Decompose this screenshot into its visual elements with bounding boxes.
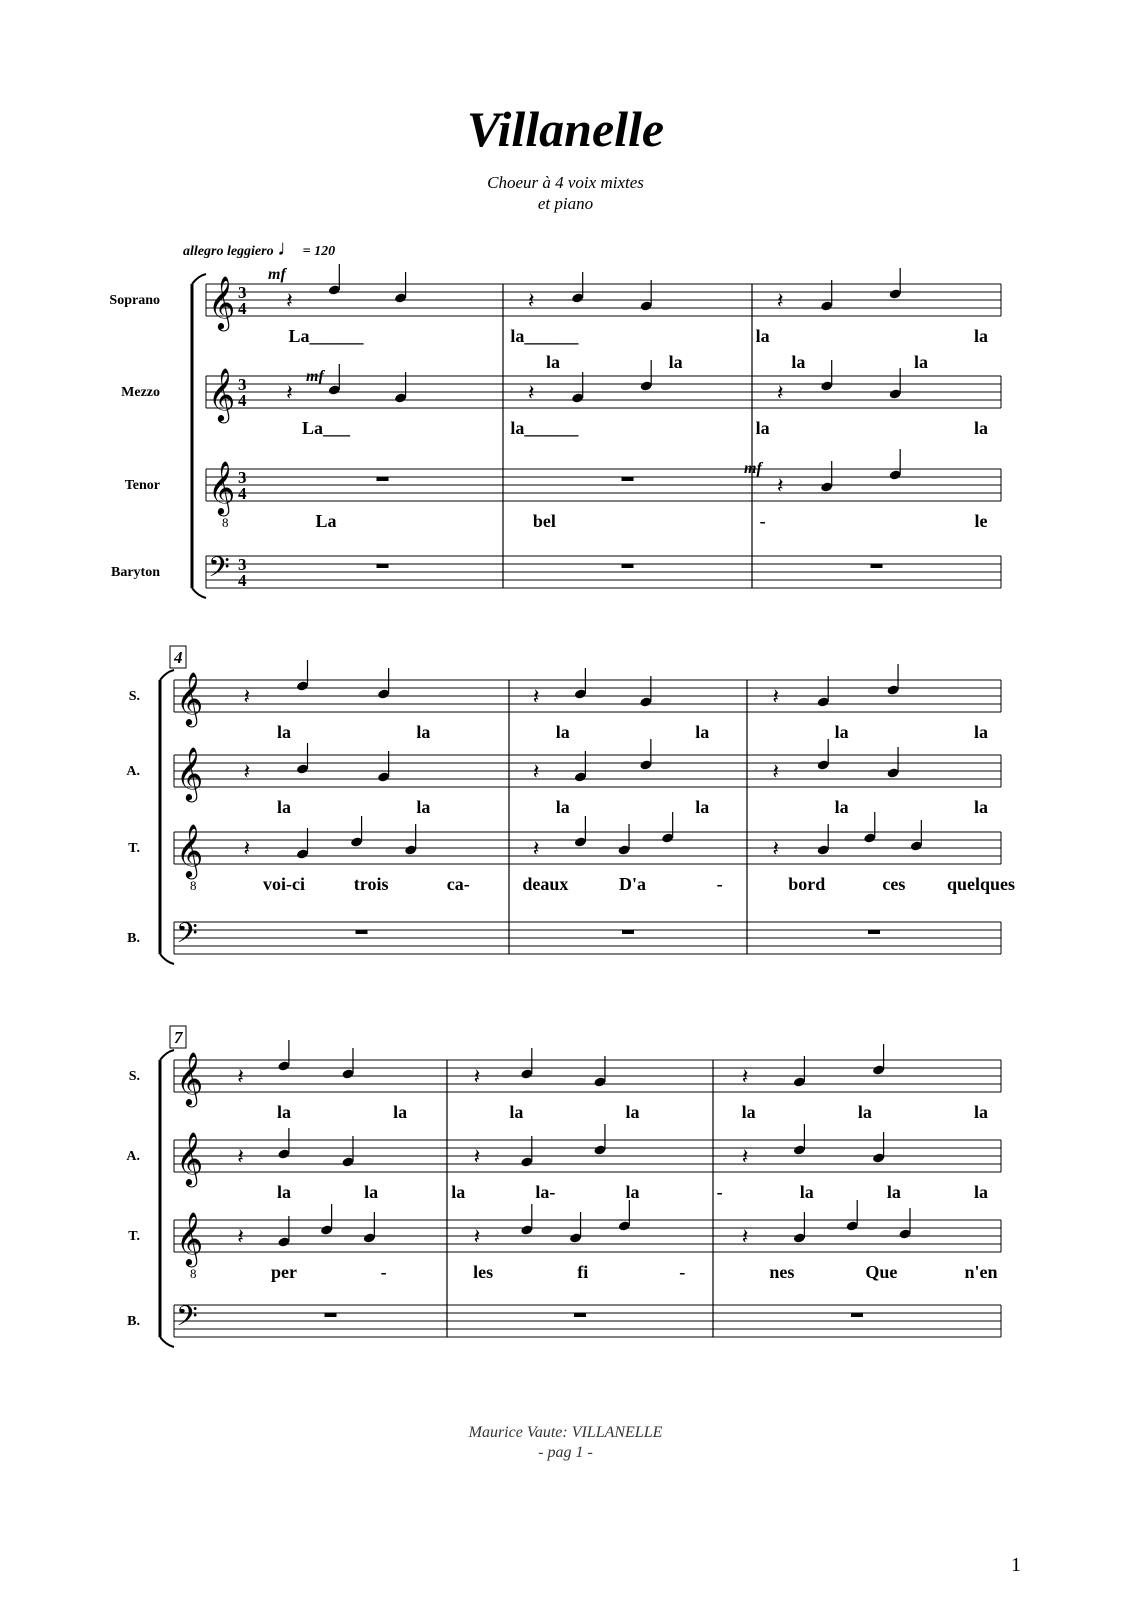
tempo-bpm: = 120 <box>302 244 336 259</box>
voice-label: Mezzo <box>121 385 160 400</box>
lyric: bord <box>788 874 826 894</box>
treble-clef-icon: 𝄞 <box>176 673 204 724</box>
bass-clef-icon: 𝄢 <box>208 553 230 590</box>
time-signature-bottom: 4 <box>238 299 247 318</box>
quarter-rest-icon: 𝄽 <box>772 836 780 861</box>
lyric: la______ <box>510 326 579 346</box>
lyric: - <box>716 1182 723 1202</box>
quarter-rest-icon: 𝄽 <box>776 473 784 498</box>
voice-label: B. <box>127 931 140 946</box>
lyric: la <box>755 326 770 346</box>
subtitle-line: Choeur à 4 voix mixtes <box>487 173 644 192</box>
measure-number: 7 <box>174 1028 183 1047</box>
lyric: la <box>834 722 849 742</box>
bracket-hook <box>160 1337 174 1347</box>
lyric: la <box>416 797 431 817</box>
voice-label: Soprano <box>109 293 160 308</box>
lyric: La______ <box>288 326 364 346</box>
whole-rest <box>622 930 634 934</box>
quarter-rest-icon: 𝄽 <box>532 684 540 709</box>
quarter-rest-icon: 𝄽 <box>286 380 293 405</box>
lyric: La <box>315 511 337 531</box>
bracket-hook <box>160 954 174 964</box>
quarter-rest-icon: 𝄽 <box>532 836 540 861</box>
lyric: la <box>545 352 561 372</box>
treble-clef-icon: 𝄞 <box>176 1213 204 1264</box>
quarter-rest-icon: 𝄽 <box>527 288 535 313</box>
voice-label: A. <box>126 764 140 779</box>
lyric: la <box>973 418 989 438</box>
lyric: la <box>857 1102 872 1122</box>
lyric: quelques <box>946 874 1016 894</box>
voice-label: S. <box>128 689 140 704</box>
page-number: 1 <box>1011 1554 1021 1576</box>
lyric: - <box>716 874 723 894</box>
lyric: trois <box>353 874 389 894</box>
voice-label: S. <box>128 1069 140 1084</box>
lyric: bel <box>532 511 556 531</box>
bass-clef-icon: 𝄢 <box>176 1302 198 1339</box>
quarter-rest-icon: 𝄽 <box>473 1224 481 1249</box>
treble-clef-icon: 𝄞 <box>208 277 236 328</box>
quarter-rest-icon: 𝄽 <box>473 1064 481 1089</box>
whole-rest <box>622 564 634 568</box>
lyric: la <box>695 797 710 817</box>
lyric: la <box>416 722 431 742</box>
whole-rest <box>851 1313 863 1317</box>
lyric: la <box>451 1182 466 1202</box>
quarter-rest-icon: 𝄽 <box>776 288 784 313</box>
voice-label: T. <box>128 1229 140 1244</box>
lyric: - <box>380 1262 387 1282</box>
lyric: la <box>741 1102 756 1122</box>
page-title: Villanelle <box>466 101 665 157</box>
quarter-rest-icon: 𝄽 <box>527 380 535 405</box>
lyric: La___ <box>301 418 351 438</box>
lyric: ca- <box>446 874 470 894</box>
lyric: la <box>695 722 710 742</box>
whole-rest <box>325 1313 337 1317</box>
lyric: la______ <box>510 418 579 438</box>
lyric: la <box>364 1182 379 1202</box>
lyric: la <box>276 797 292 817</box>
lyric: la <box>509 1102 524 1122</box>
lyric: D'a <box>619 874 646 894</box>
voice-label: Baryton <box>111 565 160 580</box>
lyric: la <box>973 1102 989 1122</box>
lyric: voi-ci <box>263 874 305 894</box>
lyric: la <box>973 326 989 346</box>
lyric: la <box>625 1182 640 1202</box>
bracket-hook <box>192 588 206 598</box>
lyric: la <box>276 722 292 742</box>
lyric: les <box>473 1262 494 1282</box>
footer <box>0 1423 1131 1463</box>
lyric: fi <box>577 1262 589 1282</box>
subtitle-line: et piano <box>537 194 594 213</box>
lyric: la <box>276 1182 292 1202</box>
voice-label: B. <box>127 1314 140 1329</box>
treble-clef-icon: 𝄞 <box>208 369 236 420</box>
quarter-rest-icon: 𝄽 <box>772 684 780 709</box>
lyric: la <box>625 1102 640 1122</box>
lyric: nes <box>769 1262 795 1282</box>
voice-label: Tenor <box>124 478 160 493</box>
time-signature-top: 3 <box>238 283 247 302</box>
lyric: deaux <box>522 874 569 894</box>
quarter-rest-icon: 𝄽 <box>237 1224 245 1249</box>
footer-line: - pag 1 - <box>538 1444 593 1461</box>
quarter-rest-icon: 𝄽 <box>286 288 293 313</box>
quarter-rest-icon: 𝄽 <box>741 1224 749 1249</box>
lyric: la- <box>535 1182 556 1202</box>
voice-label: A. <box>126 1149 140 1164</box>
quarter-rest-icon: 𝄽 <box>532 759 540 784</box>
time-signature-top: 3 <box>238 375 247 394</box>
time-signature-bottom: 4 <box>238 391 247 410</box>
lyric: la <box>276 1102 292 1122</box>
lyric: la <box>913 352 929 372</box>
treble-clef-icon: 𝄞 <box>176 1133 204 1184</box>
treble-clef-icon: 𝄞 <box>176 1053 204 1104</box>
octave-mark: 8 <box>222 515 229 530</box>
whole-rest <box>622 477 634 481</box>
bracket-hook <box>160 670 174 680</box>
lyric: la <box>555 722 570 742</box>
whole-rest <box>868 930 880 934</box>
dynamic-marking: mf <box>744 460 762 477</box>
lyric: n'en <box>964 1262 998 1282</box>
footer-line: Maurice Vaute: VILLANELLE <box>468 1424 663 1441</box>
quarter-rest-icon: 𝄽 <box>772 759 780 784</box>
quarter-note-icon: ♩ <box>277 235 300 260</box>
bass-clef-icon: 𝄢 <box>176 919 198 956</box>
lyric: la <box>973 722 989 742</box>
lyric: la <box>791 352 806 372</box>
quarter-rest-icon: 𝄽 <box>243 684 251 709</box>
lyric: la <box>886 1182 901 1202</box>
tempo-text: allegro leggiero <box>183 244 274 259</box>
lyric: la <box>973 797 989 817</box>
bracket-hook <box>160 1050 174 1060</box>
time-signature-top: 3 <box>238 555 247 574</box>
voice-label: T. <box>128 841 140 856</box>
lyric: Que <box>865 1262 898 1282</box>
treble-clef-icon: 𝄞 <box>208 462 236 513</box>
whole-rest <box>574 1313 586 1317</box>
quarter-rest-icon: 𝄽 <box>473 1144 481 1169</box>
lyric: la <box>555 797 570 817</box>
lyric: la <box>973 1182 989 1202</box>
lyric: - <box>679 1262 686 1282</box>
time-signature-bottom: 4 <box>238 571 247 590</box>
quarter-rest-icon: 𝄽 <box>741 1144 749 1169</box>
time-signature-top: 3 <box>238 468 247 487</box>
lyric: per <box>271 1262 297 1282</box>
quarter-rest-icon: 𝄽 <box>237 1064 245 1089</box>
treble-clef-icon: 𝄞 <box>176 748 204 799</box>
quarter-rest-icon: 𝄽 <box>776 380 784 405</box>
lyric: ces <box>882 874 906 894</box>
treble-clef-icon: 𝄞 <box>176 825 204 876</box>
quarter-rest-icon: 𝄽 <box>237 1144 245 1169</box>
lyric: la <box>834 797 849 817</box>
quarter-rest-icon: 𝄽 <box>741 1064 749 1089</box>
whole-rest <box>377 477 389 481</box>
dynamic-marking: mf <box>268 266 286 283</box>
whole-rest <box>356 930 368 934</box>
time-signature-bottom: 4 <box>238 484 247 503</box>
lyric: la <box>668 352 683 372</box>
dynamic-marking: mf <box>306 368 324 385</box>
octave-mark: 8 <box>190 878 197 893</box>
measure-number: 4 <box>174 648 183 667</box>
lyric: - <box>759 511 766 531</box>
lyric: la <box>799 1182 814 1202</box>
lyric: la <box>393 1102 408 1122</box>
lyric: le <box>974 511 988 531</box>
octave-mark: 8 <box>190 1266 197 1281</box>
quarter-rest-icon: 𝄽 <box>243 759 251 784</box>
quarter-rest-icon: 𝄽 <box>243 836 251 861</box>
whole-rest <box>377 564 389 568</box>
whole-rest <box>871 564 883 568</box>
bracket-hook <box>192 274 206 284</box>
lyric: la <box>755 418 770 438</box>
